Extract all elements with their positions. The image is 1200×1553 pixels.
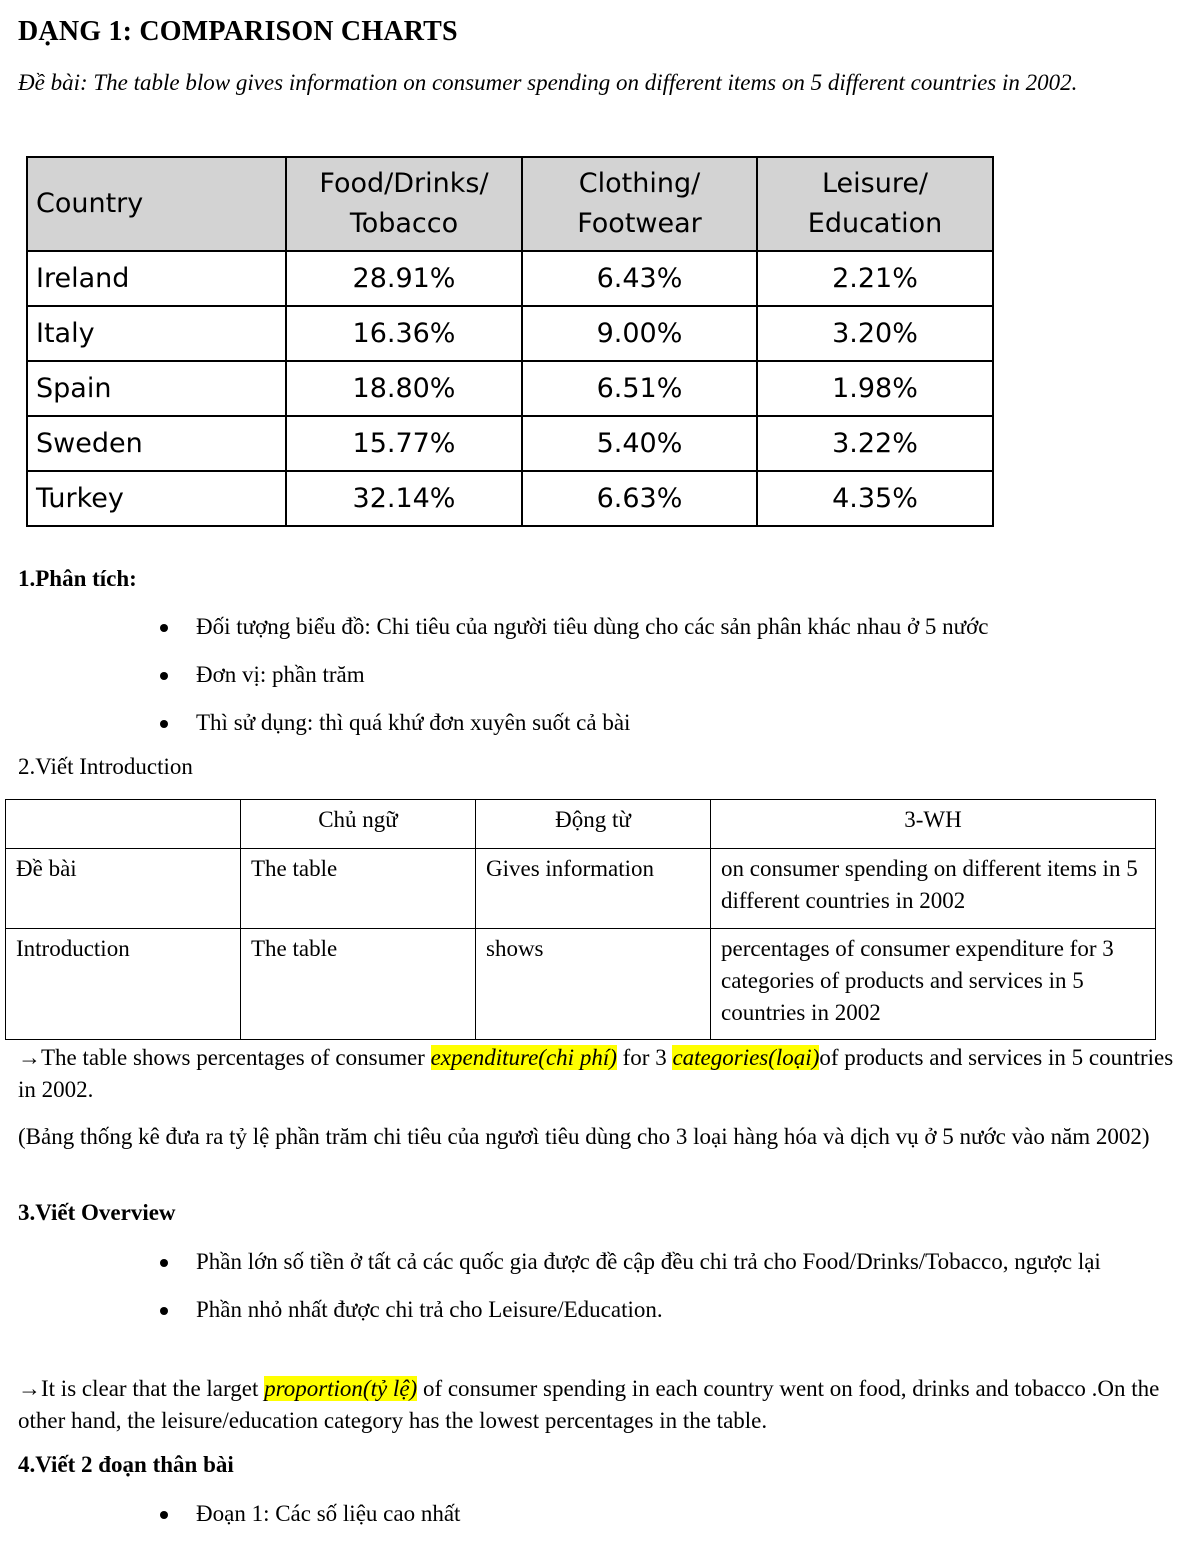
- overview-answer: →It is clear that the larget proportion(tỷ lệ) of consumer spending in each country went on food, drinks and tobacco .On the other hand, the leisure/education category has the lowest percentages in the table.: [18, 1376, 1160, 1433]
- table-cell: The table: [241, 929, 476, 1040]
- table-row: [6, 929, 1156, 1040]
- section-2-heading: 2.Viết Introduction: [18, 754, 193, 779]
- table-cell: shows: [476, 929, 711, 1040]
- document-title: DẠNG 1: COMPARISON CHARTS: [18, 16, 458, 47]
- bullet-icon: [160, 1259, 168, 1267]
- list-item: Đơn vị: phần trăm: [160, 659, 1180, 691]
- clothing-cell: 6.51%: [522, 361, 757, 416]
- food-cell: 15.77%: [286, 416, 522, 471]
- food-cell: 16.36%: [286, 306, 522, 361]
- header-country: Country: [27, 157, 286, 251]
- consumer-spending-table: [26, 156, 994, 527]
- leisure-cell: 2.21%: [757, 251, 993, 306]
- table-row: [27, 361, 993, 416]
- food-cell: 32.14%: [286, 471, 522, 526]
- food-cell: 28.91%: [286, 251, 522, 306]
- table-cell: on consumer spending on different items in 5 different countries in 2002: [711, 849, 1156, 929]
- country-cell: Italy: [27, 306, 286, 361]
- section-3-heading: 3.Viết Overview: [18, 1200, 176, 1225]
- table-row: [27, 306, 993, 361]
- list-item: Thì sử dụng: thì quá khứ đơn xuyên suốt cả bài: [160, 707, 1180, 739]
- table-cell: The table: [241, 849, 476, 929]
- table-cell: percentages of consumer expenditure for 3 categories of products and services in 5 countries in 2002: [711, 929, 1156, 1040]
- leisure-cell: 3.22%: [757, 416, 993, 471]
- introduction-answer: →The table shows percentages of consumer expenditure(chi phí) for 3 categories(loại)of products and services in 5 countries in 2002.: [18, 1045, 1174, 1102]
- list-item: Phần nhỏ nhất được chi trả cho Leisure/Education.: [160, 1294, 1180, 1326]
- table-row: [27, 471, 993, 526]
- task-prompt: Đề bài: The table blow gives information on consumer spending on different items on 5 different countries in 2002.: [18, 70, 1078, 95]
- header-cell: Chủ ngữ: [241, 800, 476, 849]
- clothing-cell: 5.40%: [522, 416, 757, 471]
- leisure-cell: 4.35%: [757, 471, 993, 526]
- list-item: Đoạn 1: Các số liệu cao nhất: [160, 1498, 1180, 1530]
- food-cell: 18.80%: [286, 361, 522, 416]
- section-4-heading: 4.Viết 2 đoạn thân bài: [18, 1452, 234, 1477]
- bullet-icon: [160, 720, 168, 728]
- country-cell: Turkey: [27, 471, 286, 526]
- introduction-translation: (Bảng thống kê đưa ra tỷ lệ phần trăm chi tiêu của ngươì tiêu dùng cho 3 loại hàng hóa và dịch vụ ở 5 nước vào năm 2002): [18, 1124, 1150, 1149]
- country-cell: Ireland: [27, 251, 286, 306]
- bullet-icon: [160, 1511, 168, 1519]
- highlight-term: proportion(tỷ lệ): [264, 1376, 418, 1401]
- clothing-cell: 9.00%: [522, 306, 757, 361]
- table-row: [6, 849, 1156, 929]
- country-cell: Sweden: [27, 416, 286, 471]
- header-cell: 3-WH: [711, 800, 1156, 849]
- arrow-icon: →: [18, 1376, 41, 1401]
- highlight-term: expenditure(chi phí): [430, 1045, 617, 1070]
- table-cell: Đề bài: [6, 849, 241, 929]
- bullet-icon: [160, 1307, 168, 1315]
- section-1-heading: 1.Phân tích:: [18, 566, 137, 591]
- table-row: [27, 251, 993, 306]
- header-food: Food/Drinks/ Tobacco: [286, 157, 522, 251]
- header-clothing: Clothing/ Footwear: [522, 157, 757, 251]
- header-cell: Động từ: [476, 800, 711, 849]
- arrow-icon: →: [18, 1045, 41, 1070]
- section-4-bullets: [160, 1498, 1180, 1530]
- bullet-icon: [160, 672, 168, 680]
- list-item: Phần lớn số tiền ở tất cả các quốc gia được đề cập đều chi trả cho Food/Drinks/Tobacco, ngược lại: [160, 1246, 1180, 1278]
- leisure-cell: 1.98%: [757, 361, 993, 416]
- section-3-bullets: [160, 1246, 1180, 1326]
- highlight-term: categories(loại): [672, 1045, 820, 1070]
- table-header-row: [27, 157, 993, 251]
- bullet-icon: [160, 624, 168, 632]
- table-row: [27, 416, 993, 471]
- leisure-cell: 3.20%: [757, 306, 993, 361]
- list-item: Đối tượng biểu đồ: Chi tiêu của người tiêu dùng cho các sản phân khác nhau ở 5 nước: [160, 611, 1180, 643]
- introduction-table: [5, 799, 1156, 1040]
- table-header-row: [6, 800, 1156, 849]
- table-cell: Introduction: [6, 929, 241, 1040]
- table-cell: Gives information: [476, 849, 711, 929]
- section-1-bullets: [160, 611, 1180, 739]
- header-cell: [6, 800, 241, 849]
- country-cell: Spain: [27, 361, 286, 416]
- clothing-cell: 6.63%: [522, 471, 757, 526]
- clothing-cell: 6.43%: [522, 251, 757, 306]
- header-leisure: Leisure/ Education: [757, 157, 993, 251]
